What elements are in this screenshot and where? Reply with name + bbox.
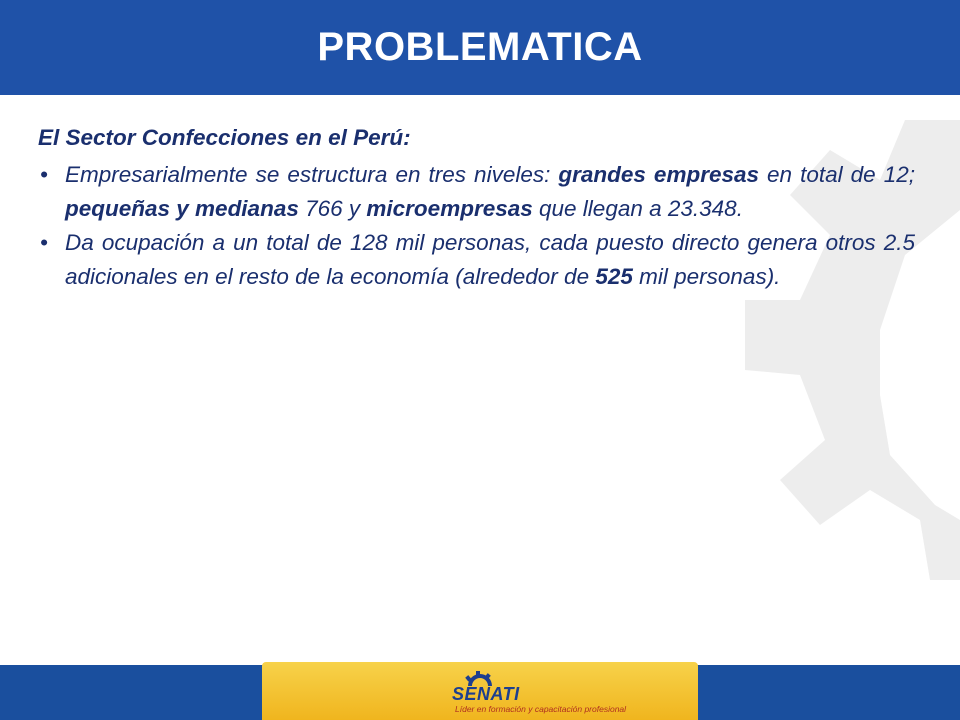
title-bar bbox=[0, 0, 960, 95]
bullet-list bbox=[38, 158, 915, 294]
bullet-item: • Empresarialmente se estructura en tres niveles: grandes empresas en total de 12; pequeñas y medianas 766 y microempresas que llegan a 23.348. bbox=[38, 158, 915, 226]
section-subtitle: El Sector Confecciones en el Perú: bbox=[38, 125, 411, 150]
bullet-dot: • bbox=[40, 230, 48, 255]
logo-wordmark: SENATI bbox=[452, 684, 520, 704]
page-title: PROBLEMATICA bbox=[317, 25, 643, 69]
bullet-item: • Da ocupación a un total de 128 mil personas, cada puesto directo genera otros 2.5 adicionales en el resto de la economía (alrededor de 525 mil personas). bbox=[38, 226, 915, 294]
slide-body bbox=[38, 125, 915, 294]
bullet-dot: • bbox=[40, 162, 48, 187]
logo-tagline: Líder en formación y capacitación profesional bbox=[455, 704, 627, 714]
